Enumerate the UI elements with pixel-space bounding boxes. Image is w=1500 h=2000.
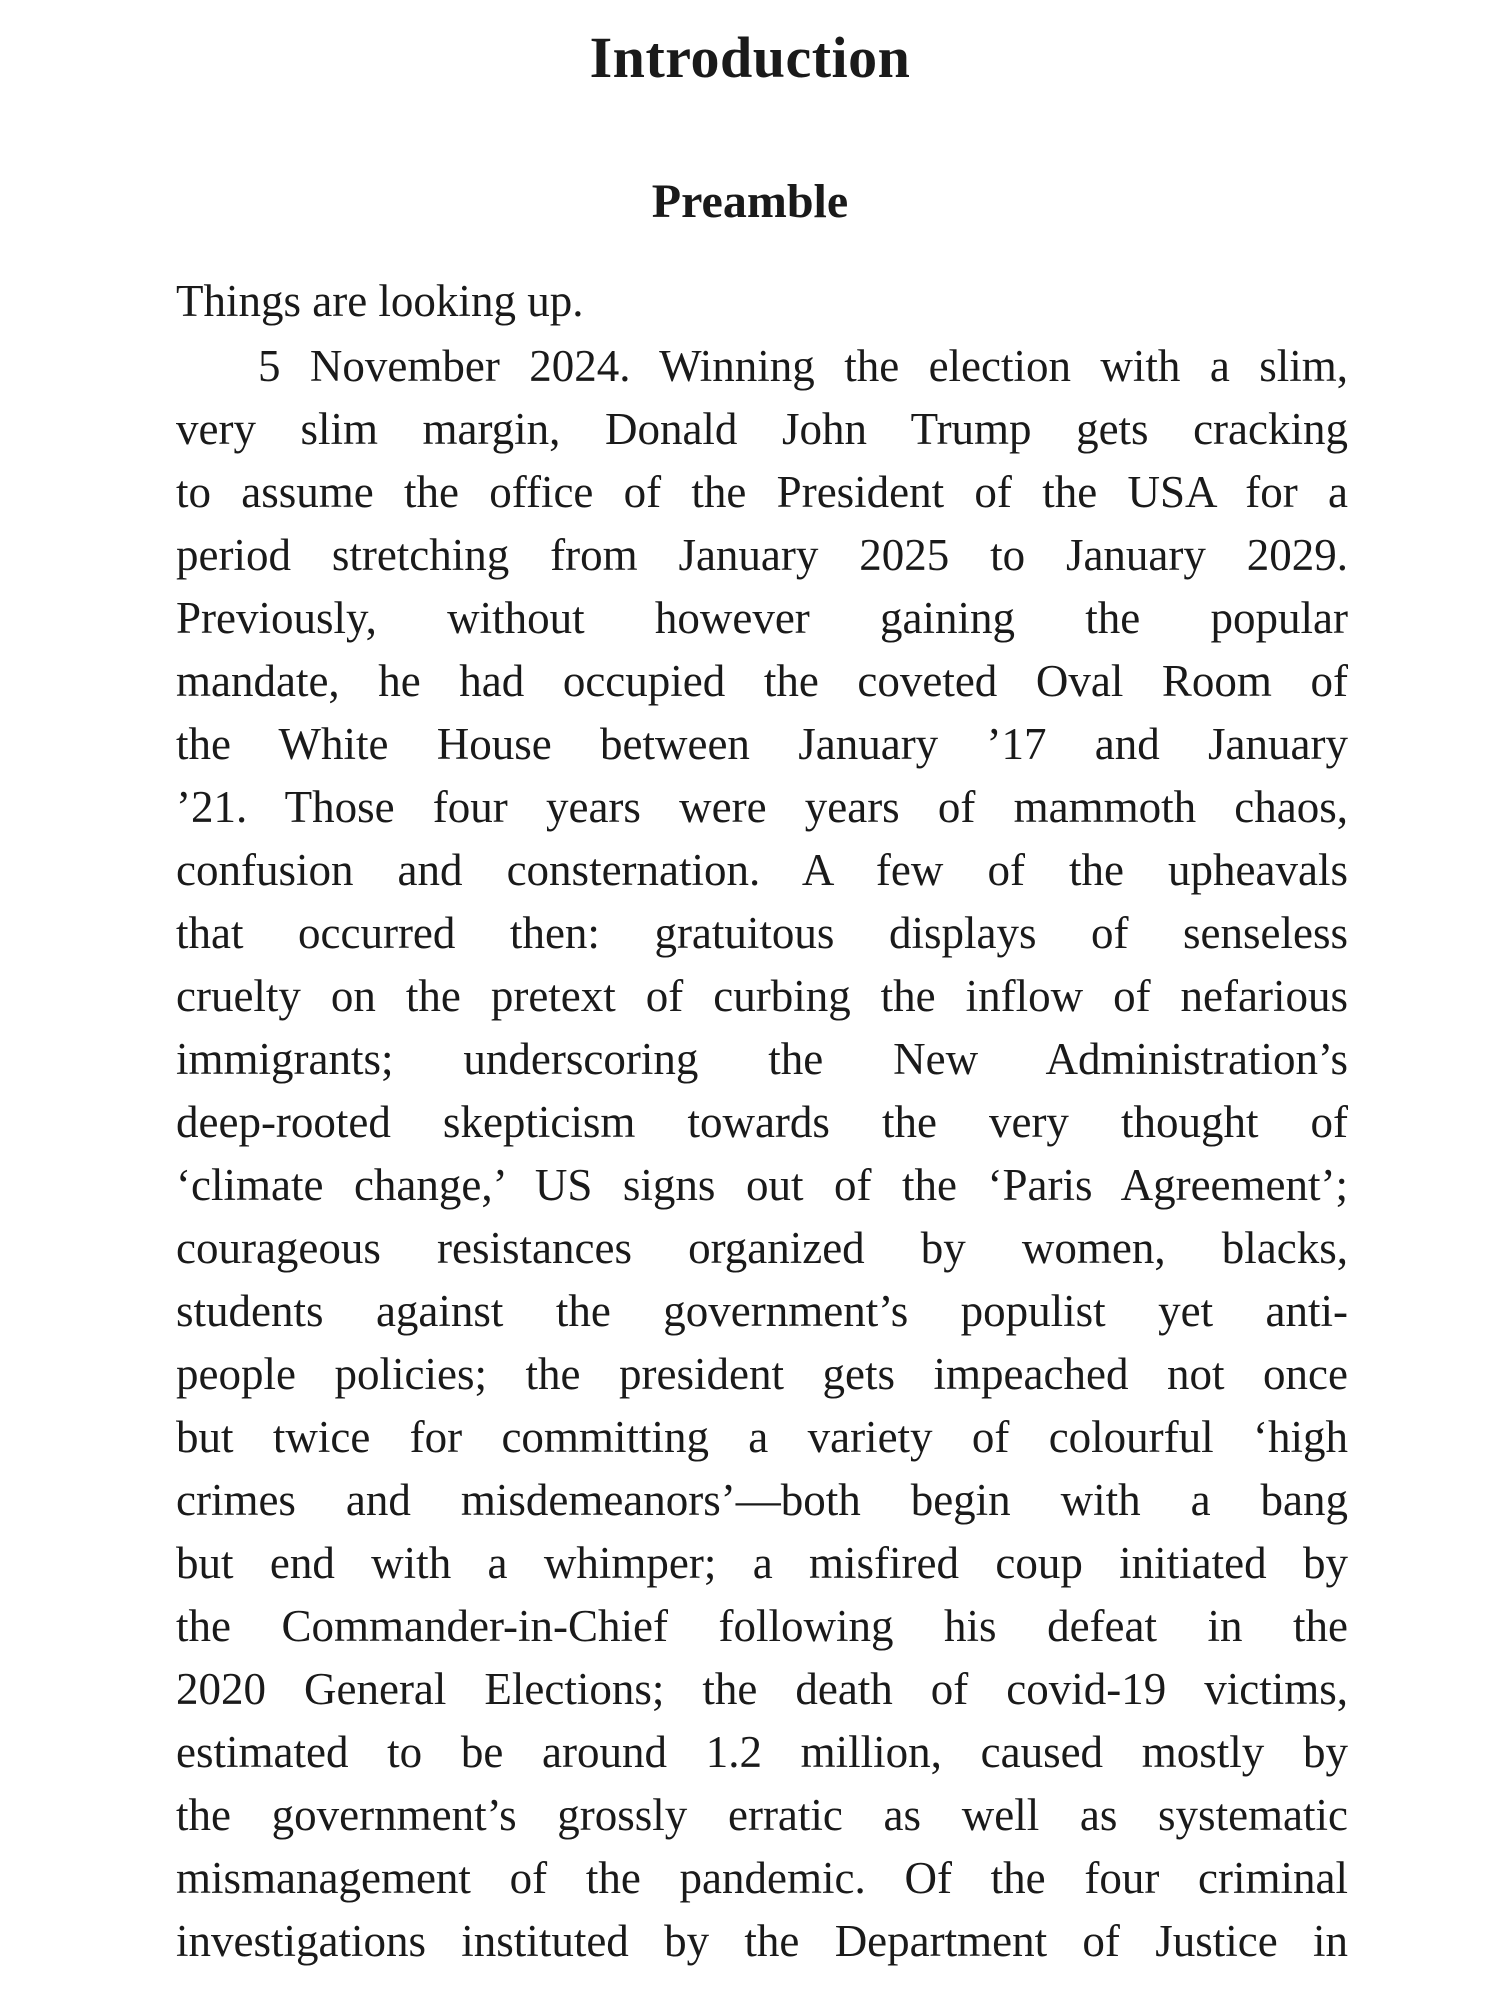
text-line: the government’s grossly erratic as well as systematic bbox=[176, 1790, 1348, 1840]
text-line: but twice for committing a variety of colourful ‘high bbox=[176, 1412, 1348, 1462]
text-line: crimes and misdemeanors’—both begin with a bang bbox=[176, 1475, 1348, 1525]
text-line: that occurred then: gratuitous displays of senseless bbox=[176, 908, 1348, 958]
paragraph bbox=[176, 335, 1348, 1973]
text-line: immigrants; underscoring the New Administration’s bbox=[176, 1034, 1348, 1084]
text-line: investigations instituted by the Department of Justice in bbox=[176, 1916, 1348, 1966]
text-line: Previously, without however gaining the popular bbox=[176, 593, 1348, 643]
text-line: but end with a whimper; a misfired coup initiated by bbox=[176, 1538, 1348, 1588]
text-line: very slim margin, Donald John Trump gets cracking bbox=[176, 404, 1348, 454]
body-text bbox=[176, 270, 1348, 1973]
text-line: people policies; the president gets impeached not once bbox=[176, 1349, 1348, 1399]
text-line: estimated to be around 1.2 million, caused mostly by bbox=[176, 1727, 1348, 1777]
text-line: 2020 General Elections; the death of covid-19 victims, bbox=[176, 1664, 1348, 1714]
text-line: mandate, he had occupied the coveted Oval Room of bbox=[176, 656, 1348, 706]
text-line: deep-rooted skepticism towards the very thought of bbox=[176, 1097, 1348, 1147]
section-title: Preamble bbox=[651, 175, 849, 228]
text-line: courageous resistances organized by women, blacks, bbox=[176, 1223, 1348, 1273]
text-line: confusion and consternation. A few of the upheavals bbox=[176, 845, 1348, 895]
text-line: to assume the office of the President of the USA for a bbox=[176, 467, 1348, 517]
text-line: ‘climate change,’ US signs out of the ‘Paris Agreement’; bbox=[176, 1160, 1348, 1210]
text-line: ’21. Those four years were years of mammoth chaos, bbox=[176, 782, 1348, 832]
chapter-title: Introduction bbox=[589, 25, 911, 90]
text-line: students against the government’s populist yet anti- bbox=[176, 1286, 1348, 1336]
opening-line: Things are looking up. bbox=[176, 276, 584, 326]
text-line: 5 November 2024. Winning the election with a slim, bbox=[258, 341, 1348, 391]
text-line: mismanagement of the pandemic. Of the four criminal bbox=[176, 1853, 1348, 1903]
text-line: the White House between January ’17 and January bbox=[176, 719, 1348, 769]
text-line: cruelty on the pretext of curbing the inflow of nefarious bbox=[176, 971, 1348, 1021]
text-line: period stretching from January 2025 to January 2029. bbox=[176, 530, 1348, 580]
text-line: the Commander-in-Chief following his defeat in the bbox=[176, 1601, 1348, 1651]
